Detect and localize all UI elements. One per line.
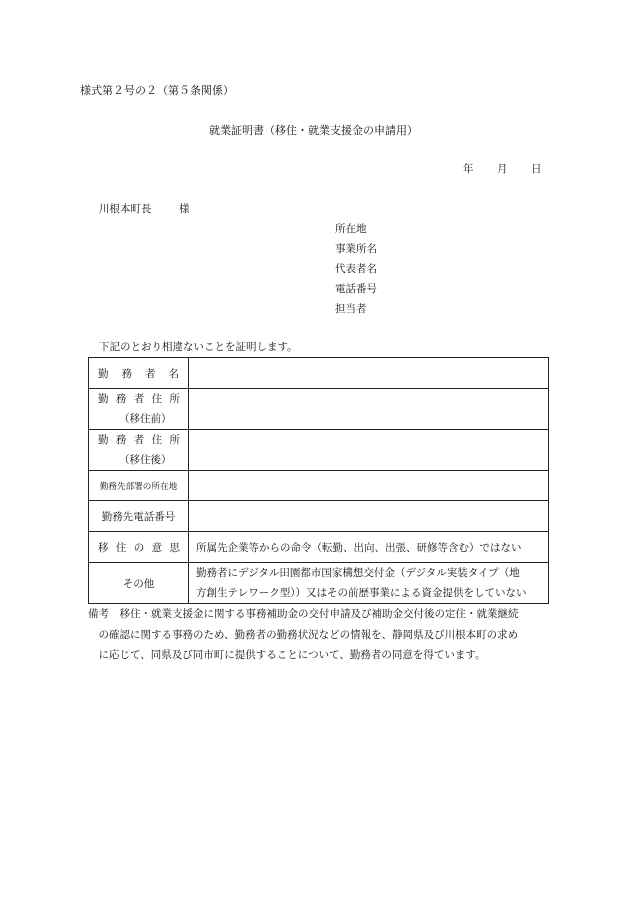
other-label: その他 <box>89 563 189 604</box>
employer-field-business-name: 事業所名 <box>335 243 377 255</box>
row-phone <box>89 501 549 532</box>
row-worker-name <box>89 358 549 389</box>
date-year-label: 年 <box>463 163 474 175</box>
value-other <box>189 563 549 604</box>
row-address-before <box>89 389 549 430</box>
intention-label: 移 住 の 意 思 <box>98 541 180 554</box>
address-after-sub: （移住後） <box>119 454 172 466</box>
employer-field-phone: 電話番号 <box>335 283 377 295</box>
addressee-honorific: 様 <box>179 203 190 215</box>
row-dept-location <box>89 471 549 501</box>
value-address-before[interactable] <box>189 389 549 430</box>
value-dept-location[interactable] <box>189 471 549 501</box>
value-worker-name[interactable] <box>189 358 549 389</box>
label-address-before <box>89 389 189 430</box>
worker-name-label: 勤 務 者 名 <box>98 367 179 380</box>
address-after-label: 勤 務 者 住 所 <box>98 434 180 446</box>
row-intention <box>89 532 549 563</box>
dept-location-label: 勤務先部署の所在地 <box>89 471 189 501</box>
form-number: 様式第２号の２（第５条関係） <box>80 84 234 97</box>
employer-field-contact: 担当者 <box>335 303 367 315</box>
date-day-label: 日 <box>531 163 542 175</box>
addressee-name: 川根本町長 <box>99 203 152 215</box>
other-value-line2: 方創生テレワーク型））又はその前歴事業による資金提供をしていない <box>196 587 527 599</box>
employer-field-address: 所在地 <box>335 223 367 235</box>
remarks-line3: に応じて、同県及び同市町に提供することについて、勤務者の同意を得ています。 <box>88 649 486 661</box>
certificate-table <box>88 357 549 604</box>
row-address-after <box>89 430 549 471</box>
phone-label: 勤務先電話番号 <box>89 501 189 532</box>
value-address-after[interactable] <box>189 430 549 471</box>
label-address-after <box>89 430 189 471</box>
intention-value: 所属先企業等からの命令（転勤、出向、出張、研修等含む）ではない <box>189 532 549 563</box>
remarks-line2: の確認に関する事務のため、勤務者の勤務状況などの情報を、静岡県及び川根本町の求め <box>88 628 519 641</box>
certification-intro: 下記のとおり相違ないことを証明します。 <box>99 341 298 353</box>
label-worker-name <box>89 358 189 389</box>
label-intention <box>89 532 189 563</box>
address-before-sub: （移住前） <box>119 413 172 425</box>
document-title: 就業証明書（移住・就業支援金の申請用） <box>209 124 418 137</box>
row-other <box>89 563 549 604</box>
remarks <box>88 604 558 666</box>
value-phone[interactable] <box>189 501 549 532</box>
remarks-line1: 備考 移住・就業支援金に関する事務補助金の交付申請及び補助金交付後の定住・就業継続 <box>88 608 519 620</box>
address-before-label: 勤 務 者 住 所 <box>98 393 180 405</box>
other-value-line1: 勤務者にデジタル田園都市国家構想交付金（デジタル実装タイプ（地 <box>196 567 520 579</box>
date-month-label: 月 <box>497 163 508 175</box>
employer-field-representative: 代表者名 <box>335 263 377 275</box>
